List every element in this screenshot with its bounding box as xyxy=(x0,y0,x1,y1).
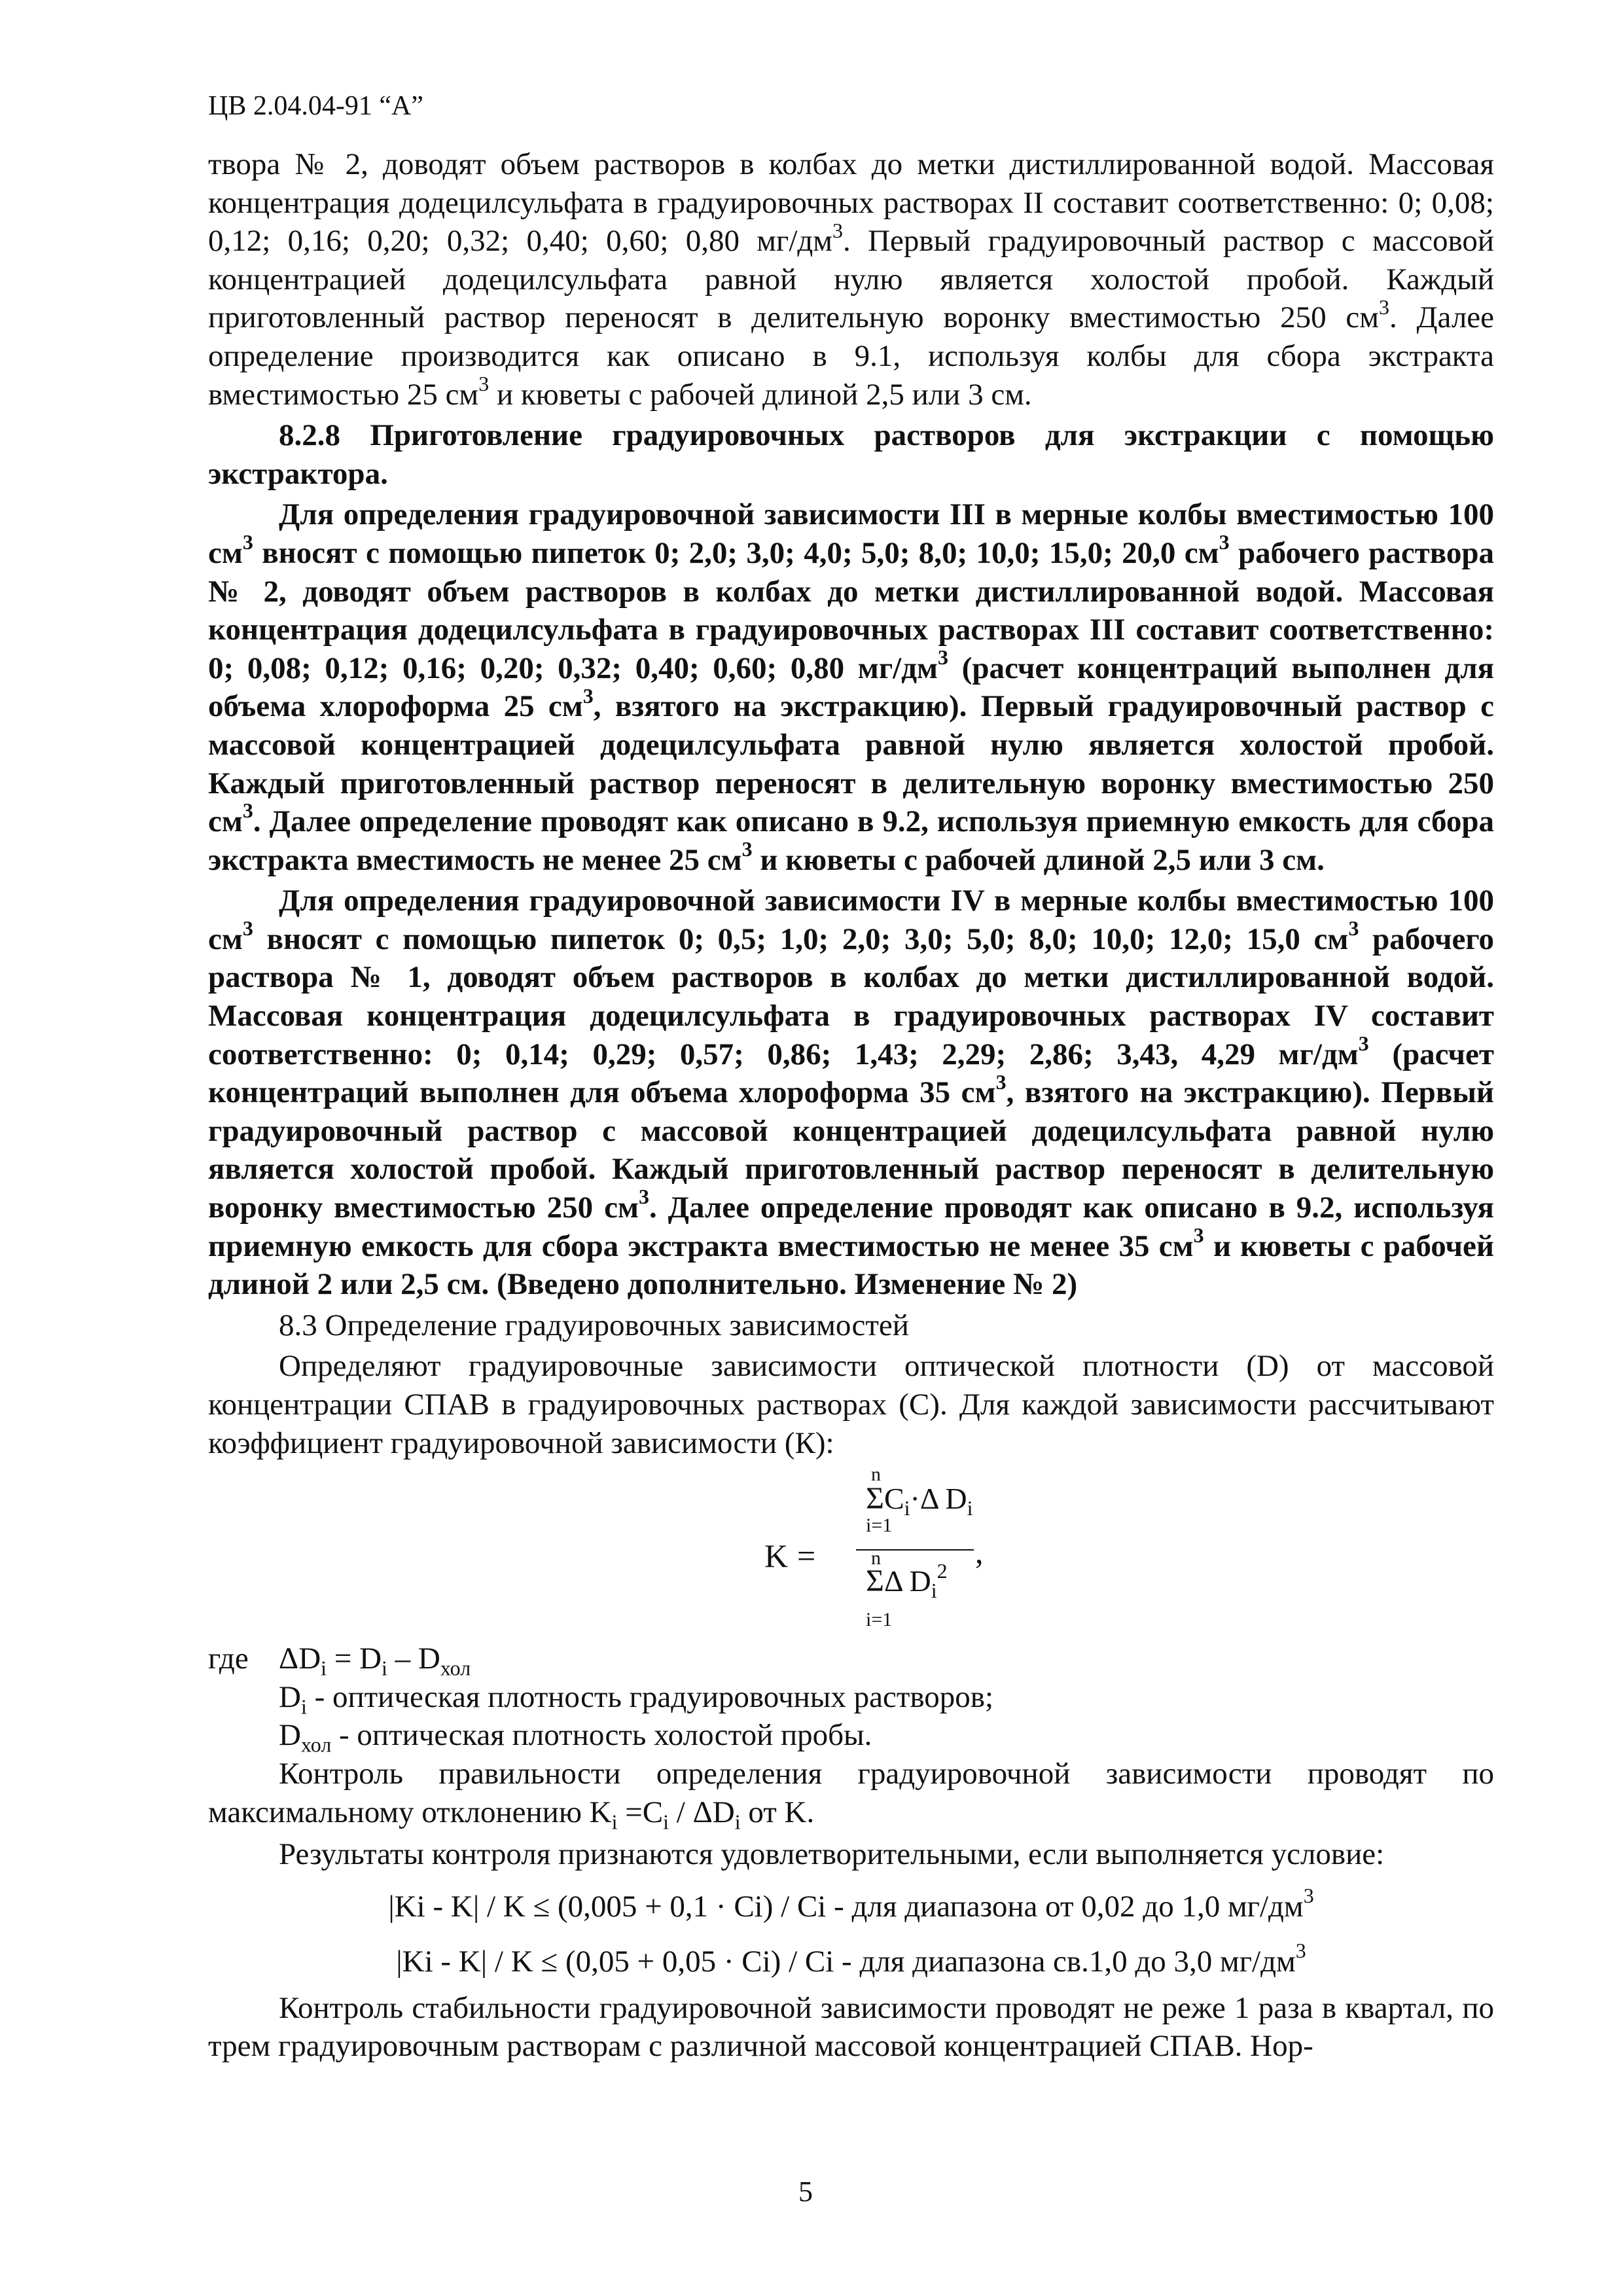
paragraph-accuracy-control: Контроль правильности определения градуировочной зависимости проводят по максимальному отклонению $K_i =C_i / \Delta D_i$ от K. xyxy=(208,1756,1494,1833)
numerator-upper-limit: n xyxy=(871,1463,881,1486)
numerator-sigma: Σ xyxy=(866,1481,884,1516)
paragraph-calibration-ii: твора № 2, доводят объем растворов в колбах до метки дистиллированной водой. Массовая концентрация додецилсульфата в градуировочных растворах II составит соответственно: 0; 0,08; 0,12; 0,16; 0,20; 0,32; 0,40; 0,60; 0,80 $мг/дм^3$. Первый градуировочный раствор с массовой концентрацией додецилсульфата равной нулю является холостой пробой. Каждый приготовленный раствор переносят в делительную воронку вместимостью 250 $см^3$. Далее определение производится как описано в 9.1, используя колбы для сбора экстракта вместимостью 25 $см^3$ и кюветы с рабочей длиной 2,5 или 3 см. xyxy=(208,147,1494,412)
formula-denominator: n ΣΔ $D_i^2$ i=1 xyxy=(866,1547,948,1631)
formula-k: K xyxy=(764,1537,789,1575)
where-definition-dhol: $D_{хол}$ - оптическая плотность холостой пробы. xyxy=(279,1718,872,1757)
condition-range-2: |Ki - K| / K ≤ (0,05 + 0,05 · Ci) / Ci - для диапазона св.1,0 до 3,0 $мг/дм^3$ xyxy=(396,1939,1306,1979)
condition-range-1: |Ki - K| / K ≤ (0,005 + 0,1 · Ci) / Ci - для диапазона от 0,02 до 1,0 $мг/дм^3$ xyxy=(388,1884,1314,1924)
where-definition-delta: где $\Delta D_i = D_i - D_{хол}$ xyxy=(208,1641,471,1680)
formula-equals: = xyxy=(797,1537,816,1575)
page-body xyxy=(208,145,1494,2066)
denominator-sigma: Σ xyxy=(866,1564,884,1599)
document-code-header: ЦВ 2.04.04-91 “А” xyxy=(208,91,423,121)
paragraph-calibration-iii: Для определения градуировочной зависимости III в мерные колбы вместимостью 100 $см^3$ вносят с помощью пипеток 0; 2,0; 3,0; 4,0; 5,0; 8,0; 10,0; 15,0; 20,0 $см^3$ рабочего раствора № 2, доводят объем растворов в колбах до метки дистиллированной водой. Массовая концентрация додецилсульфата в градуировочных растворах III составит соответственно: 0; 0,08; 0,12; 0,16; 0,20; 0,32; 0,40; 0,60; 0,80 $мг/дм^3$ (расчет концентраций выполнен для объема хлороформа 25 $см^3$, взятого на экстракцию). Первый градуировочный раствор с массовой концентрацией додецилсульфата равной нулю является холостой пробой. Каждый приготовленный раствор переносят в делительную воронку вместимостью 250 $см^3$. Далее определение проводят как описано в 9.2, используя приемную емкость для сбора экстракта вместимость не менее 25 $см^3$ и кюветы с рабочей длиной 2,5 или 3 см. xyxy=(208,497,1495,877)
where-definition-di: $D_i$ - оптическая плотность градуировочных растворов; xyxy=(279,1679,994,1719)
formula-comma: , xyxy=(975,1534,984,1571)
section-8-3-heading: 8.3 Определение градуировочных зависимостей xyxy=(279,1308,909,1342)
paragraph-determination: Определяют градуировочные зависимости оптической плотности (D) от массовой концентрации СПАВ в градуировочных растворах (С). Для каждой зависимости рассчитывают коэффициент градуировочной зависимости (К): xyxy=(208,1349,1494,1460)
coefficient-formula xyxy=(208,1463,1494,1640)
page-number: 5 xyxy=(798,2176,813,2208)
denominator-lower-limit: i=1 xyxy=(866,1609,893,1631)
denominator-upper-limit: n xyxy=(871,1547,881,1570)
formula-numerator: n $\Sigma C_i\cdot\Delta$ $D_i$ i=1 xyxy=(866,1463,973,1537)
numerator-lower-limit: i=1 xyxy=(866,1515,893,1537)
section-8-2-8-heading: 8.2.8 Приготовление градуировочных растворов для экстракции с помощью экстрактора. xyxy=(208,418,1494,491)
formula-fraction xyxy=(764,1463,1039,1640)
paragraph-stability-control: Контроль стабильности градуировочной зависимости проводят не реже 1 раза в квартал, по трем градуировочным растворам с различной массовой концентрацией СПАВ. Нор- xyxy=(208,1990,1494,2064)
paragraph-results: Результаты контроля признаются удовлетворительными, если выполняется условие: xyxy=(279,1837,1385,1872)
paragraph-calibration-iv: Для определения градуировочной зависимости IV в мерные колбы вместимостью 100 $см^3$ вносят с помощью пипеток 0; 0,5; 1,0; 2,0; 3,0; 5,0; 8,0; 10,0; 12,0; 15,0 $см^3$ рабочего раствора № 1, доводят объем растворов в колбах до метки дистиллированной водой. Массовая концентрация додецилсульфата в градуировочных растворах IV составит соответственно: 0; 0,14; 0,29; 0,57; 0,86; 1,43; 2,29; 2,86; 3,43, 4,29 $мг/дм^3$ (расчет концентраций выполнен для объема хлороформа 35 $см^3$, взятого на экстракцию). Первый градуировочный раствор с массовой концентрацией додецилсульфата равной нулю является холостой пробой. Каждый приготовленный раствор переносят в делительную воронку вместимостью 250 $см^3$. Далее определение проводят как описано в 9.2, используя приемную емкость для сбора экстракта вместимостью не менее 35 $см^3$ и кюветы с рабочей длиной 2 или 2,5 см. (Введено дополнительно. Изменение № 2) xyxy=(208,884,1494,1302)
